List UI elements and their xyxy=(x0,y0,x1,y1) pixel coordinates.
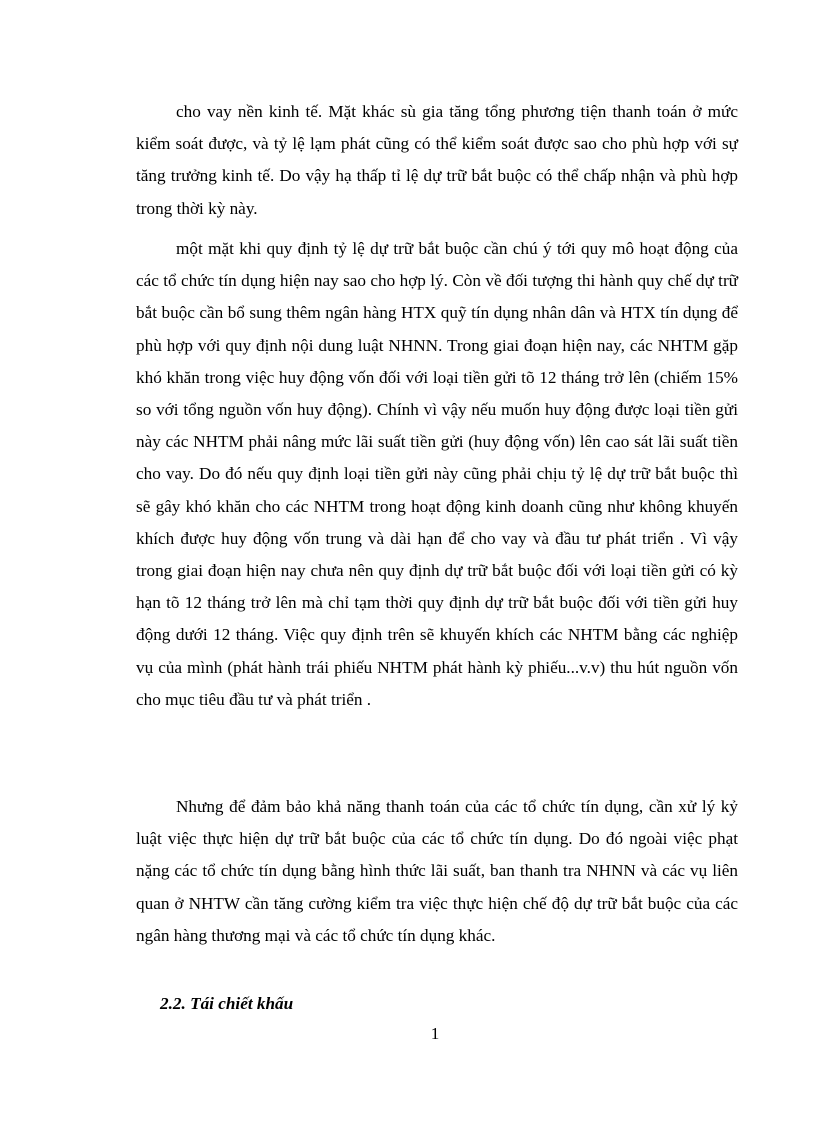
page-number: 1 xyxy=(430,1024,440,1043)
paragraph: cho vay nền kinh tế. Mặt khác sù gia tăng tổng phương tiện thanh toán ở mức kiểm soát được, và tỷ lệ lạm phát cũng có thể kiểm soát được sao cho phù hợp với sự tăng trưởng kinh tế. Do vậy hạ thấp tỉ lệ dự trữ bắt buộc có thể chấp nhận và phù hợp trong thời kỳ này. xyxy=(136,102,738,218)
section-heading: 2.2. Tái chiết khấu xyxy=(160,994,294,1013)
paragraph-3-block xyxy=(136,791,738,952)
paragraph: Nhưng để đảm bảo khả năng thanh toán của các tổ chức tín dụng, cần xử lý kỷ luật việc thực hiện dự trữ bắt buộc của các tổ chức tín dụng. Do đó ngoài việc phạt nặng các tổ chức tín dụng bằng hình thức lãi suất, ban thanh tra NHNN và các vụ liên quan ở NHTW cần tăng cường kiểm tra việc thực hiện chế độ dự trữ bắt buộc của các ngân hàng thương mại và các tổ chức tín dụng khác. xyxy=(136,797,738,945)
paragraph-2-block xyxy=(136,233,738,716)
paragraph: một mặt khi quy định tỷ lệ dự trữ bắt buộc cần chú ý tới quy mô hoạt động của các tổ chức tín dụng hiện nay sao cho hợp lý. Còn về đối tượng thi hành quy chế dự trữ bắt buộc cần bổ sung thêm ngân hàng HTX quỹ tín dụng nhân dân và HTX tín dụng để phù hợp với quy định nội dung luật NHNN. Trong giai đoạn hiện nay, các NHTM gặp khó khăn trong việc huy động vốn đối với loại tiền gửi tõ 12 tháng trở lên (chiếm 15% so với tổng nguồn vốn huy động). Chính vì vậy nếu muốn huy động được loại tiền gửi này các NHTM phải nâng mức lãi suất tiền gửi (huy động vốn) lên cao sát lãi suất tiền cho vay. Do đó nếu quy định loại tiền gửi này cũng phải chịu tỷ lệ dự trữ bắt buộc thì sẽ gây khó khăn cho các NHTM trong hoạt động kinh doanh cũng như không khuyến khích được huy động vốn trung và dài hạn để cho vay và đầu tư phát triển . Vì vậy trong giai đoạn hiện nay chưa nên quy định dự trữ bắt buộc đối với loại tiền gửi có kỳ hạn tõ 12 tháng trở lên mà chỉ tạm thời quy định dự trữ bắt buộc đối với tiền gửi huy động dưới 12 tháng. Việc quy định trên sẽ khuyến khích các NHTM bằng các nghiệp vụ của mình (phát hành trái phiếu NHTM phát hành kỳ phiếu...v.v) thu hút nguồn vốn cho mục tiêu đầu tư và phát triển . xyxy=(136,239,738,709)
paragraph-1-block xyxy=(136,96,738,225)
